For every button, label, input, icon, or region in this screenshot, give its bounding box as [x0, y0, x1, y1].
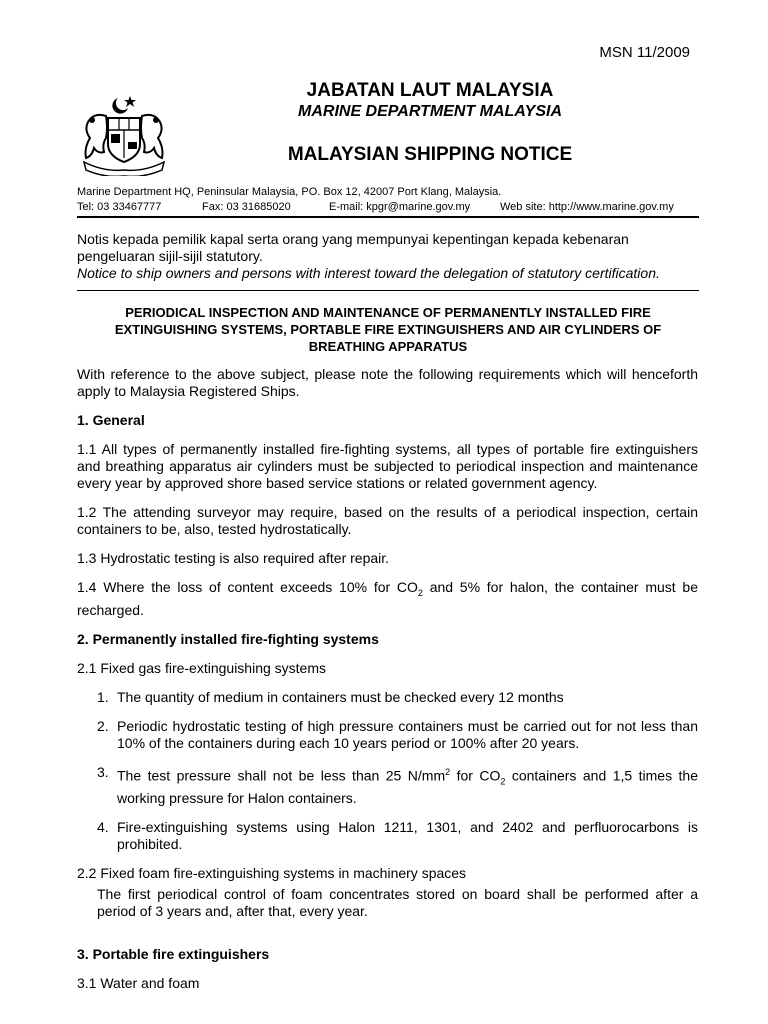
contact-website: Web site: http://www.marine.gov.my — [500, 201, 674, 213]
contact-tel: Tel: 03 33467777 — [77, 201, 162, 213]
department-name-english: MARINE DEPARTMENT MALAYSIA — [298, 103, 562, 120]
paragraph-2-1: 2.1 Fixed gas fire-extinguishing systems — [77, 659, 326, 676]
paragraph-2-2-text: The first periodical control of foam concentrates stored on board shall be performed after a period of 3 years and, after that, every year. — [97, 886, 698, 920]
paragraph-1-1: 1.1 All types of permanently installed fire-fighting systems, all types of portable fire extinguishers and breathing apparatus air cylinders must be subjected to periodical inspection and maintenance every year by approved shore based service stations or related government agency. — [77, 441, 698, 491]
intro-paragraph: With reference to the above subject, please note the following requirements which will henceforth apply to Malaysia Registered Ships. — [77, 366, 698, 399]
notice-title: MALAYSIAN SHIPPING NOTICE — [287, 144, 573, 165]
preamble-divider — [77, 290, 699, 291]
notice-preamble-malay: Notis kepada pemilik kapal serta orang yang mempunyai kepentingan kepada kebenaran pengeluaran sijil-sijil statutory. — [77, 231, 629, 264]
paragraph-1-3: 1.3 Hydrostatic testing is also required after repair. — [77, 550, 390, 566]
paragraph-3-1: 3.1 Water and foam — [77, 975, 200, 992]
list-item: 3. The test pressure shall not be less than 25 $N/mm^2$ for $CO_2$ containers and 1,5 times the working pressure for Halon containers. — [97, 763, 698, 807]
document-number: MSN 11/2009 — [599, 44, 690, 61]
section-heading-general: 1. General — [77, 412, 145, 428]
department-name-malay: JABATAN LAUT MALAYSIA — [306, 80, 554, 101]
list-item: 4. Fire-extinguishing systems using Halon 1211, 1301, and 2402 and perfluorocarbons is prohibited. — [97, 819, 698, 853]
paragraph-1-2: 1.2 The attending surveyor may require, based on the results of a periodical inspection, certain containers to be, also, tested hydrostatically. — [77, 504, 698, 537]
section-heading-fixed-systems: 2. Permanently installed fire-fighting systems — [77, 630, 379, 647]
paragraph-1-4: 1.4 Where the loss of content exceeds 10% for $CO_2$ and 5% for halon, the container must be recharged. — [77, 579, 698, 618]
section-heading-portable-extinguishers: 3. Portable fire extinguishers — [77, 946, 270, 963]
contact-line — [77, 201, 674, 213]
list-item: 1. The quantity of medium in containers must be checked every 12 months — [97, 688, 564, 705]
list-item: 2. Periodic hydrostatic testing of high pressure containers must be carried out for not less than 10% of the containers during each 10 years period or 100% after 20 years. — [97, 717, 698, 751]
header-divider — [77, 216, 699, 218]
document-body — [77, 366, 698, 1004]
contact-fax: Fax: 03 31685020 — [202, 201, 291, 213]
contact-email: E-mail: kpgr@marine.gov.my — [329, 201, 471, 213]
notice-preamble-english: Notice to ship owners and persons with interest toward the delegation of statutory certification. — [77, 265, 660, 281]
malaysia-coat-of-arms-icon — [78, 92, 170, 176]
subject-title: PERIODICAL INSPECTION AND MAINTENANCE OF PERMANENTLY INSTALLED FIRE EXTINGUISHING SYSTEMS, PORTABLE FIRE EXTINGUISHERS AND AIR CYLINDERS OF BREATHING APPARATUS — [114, 305, 662, 354]
contact-address: Marine Department HQ, Peninsular Malaysia, PO. Box 12, 42007 Port Klang, Malaysia. — [77, 186, 502, 198]
paragraph-2-2: 2.2 Fixed foam fire-extinguishing systems in machinery spaces — [77, 865, 467, 882]
notice-preamble — [77, 231, 697, 282]
